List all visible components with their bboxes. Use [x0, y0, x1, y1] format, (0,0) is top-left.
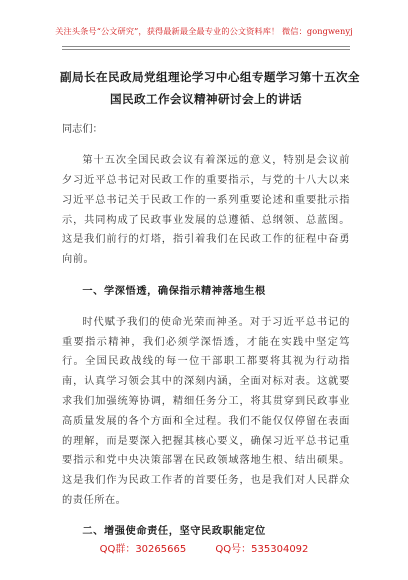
salutation: 同志们： — [62, 124, 103, 135]
footer-qq-number: QQ号：535304092 — [215, 544, 309, 555]
header-divider — [62, 46, 350, 47]
paragraph-section-1: 时代赋予我们的使命光荣而神圣。对于习近平总书记的重要指示精神，我们必须学深悟透，才能在实践中坚定笃行。全国民政战线的每一位干部职工都要将其视为行动指南，认真学习领会其中的深刻内涵，全面对标对表。这就要求我们加强统筹协调，精细任务分工，将其贯穿到民政事业高质量发展的各个方面和全过程。我们不能仅仅停留在表面的理解，而是要深入把握其核心要义，确保习近平总书记重要指示和党中央决策部署在民政领域落地生根、结出硕果。这是我们作为民政工作者的首要任务，也是我们对人民群众的责任所在。 — [62, 316, 350, 507]
paragraph-intro: 第十五次全国民政会议有着深远的意义，特别是会议前夕习近平总书记对民政工作的重要指示，与党的十八大以来习近平总书记关于民政工作的一系列重要论述和重要批示指示，共同构成了民政事业发展的总遵循、总纲领、总蓝图。这是我们前行的灯塔，指引着我们在民政工作的征程中奋勇向前。 — [62, 155, 350, 266]
document-body — [62, 120, 350, 554]
section-heading-1: 一、学深悟透，确保指示精神落地生根 — [82, 284, 266, 297]
footer-qq-group: QQ群：30265665 — [99, 544, 187, 555]
footer-contact — [0, 540, 408, 555]
title-line-1: 副局长在民政局党组理论学习中心组专题学习第十五次全 — [60, 70, 360, 84]
header-divider-thin — [62, 49, 350, 50]
header-banner: 关注头条号“公文研究”，获得最新最全最专业的公文资料库！ 微信：gongwenyj — [55, 26, 353, 36]
section-heading-2: 二、增强使命责任，坚守民政职能定位 — [82, 525, 266, 538]
document-title — [60, 66, 360, 110]
title-line-2: 国民政工作会议精神研讨会上的讲话 — [110, 92, 302, 106]
